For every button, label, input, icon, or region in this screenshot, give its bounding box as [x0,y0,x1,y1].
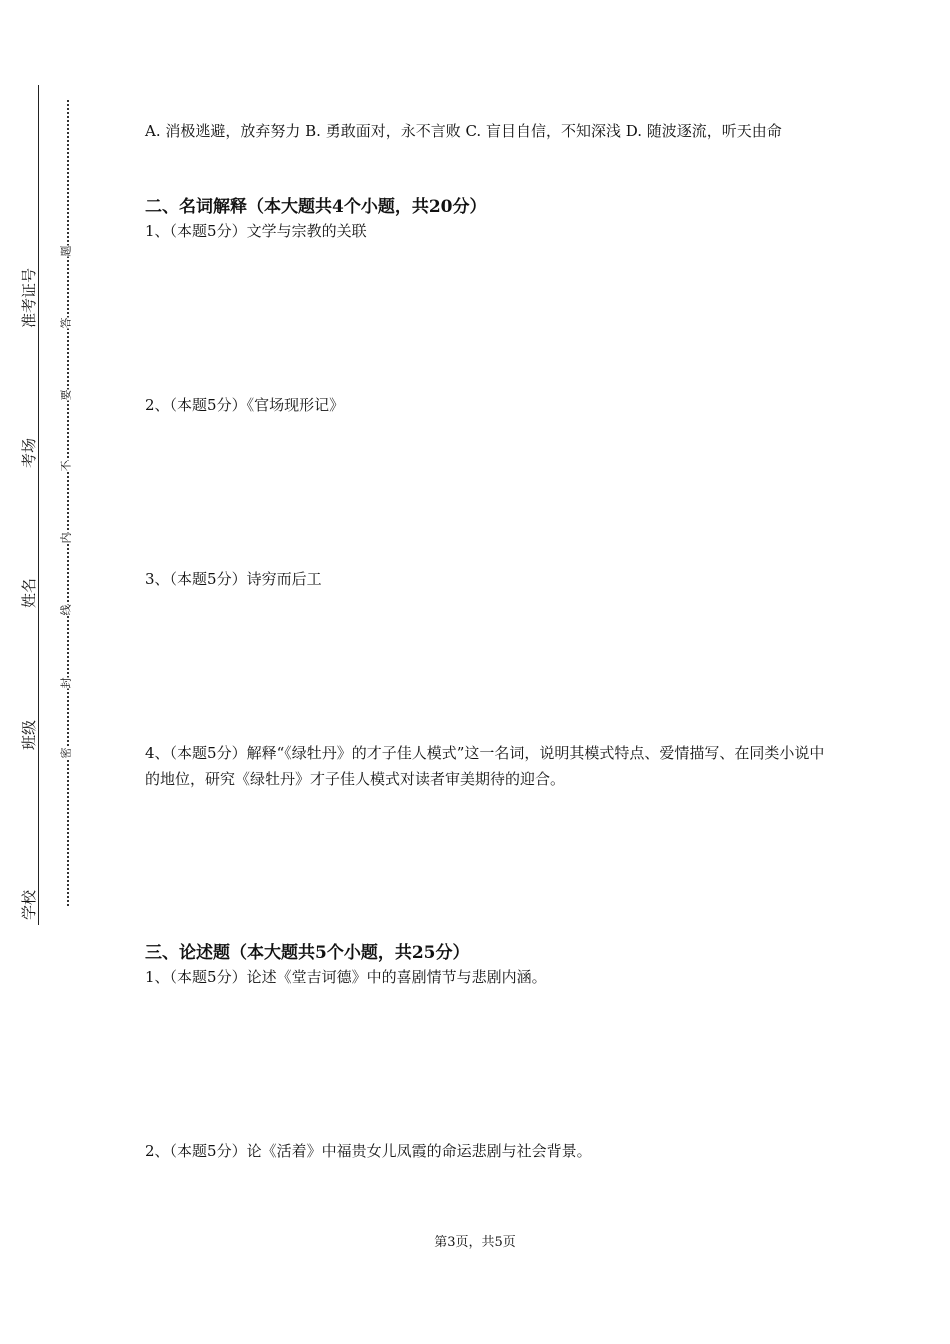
seal-char: 内 [59,532,73,544]
seal-char: 密 [59,747,73,759]
section3-heading: 三、论述题（本大题共5个小题，共25分） [145,943,470,963]
seal-char: 封 [59,677,73,689]
seal-char: 线 [59,604,73,616]
field-name-label: 姓名 [20,577,38,608]
binding-solid-line [38,85,39,925]
section2-heading: 二、名词解释（本大题共4个小题，共20分） [145,197,487,217]
field-class-label: 班级 [20,719,38,750]
seal-char: 不 [59,460,73,472]
section2-question-3: 3、（本题5分）诗穷而后工 [145,570,322,588]
binding-strip [0,0,90,1344]
section2-question-4: 4、（本题5分）解释“《绿牡丹》的才子佳人模式”这一名词，说明其模式特点、爱情描写、在同类小说中的地位，研究《绿牡丹》才子佳人模式对读者审美期待的迎合。 [145,744,825,788]
choice-options: A. 消极逃避，放弃努力 B. 勇敢面对，永不言败 C. 盲目自信，不知深浅 D. 随波逐流，听天由命 [145,122,782,140]
section2-question-1: 1、（本题5分）文学与宗教的关联 [145,222,367,240]
section3-question-1: 1、（本题5分）论述《堂吉诃德》中的喜剧情节与悲剧内涵。 [145,968,547,986]
seal-dotted-line [67,100,69,906]
seal-char: 要 [59,389,73,401]
section2-question-2: 2、（本题5分）《官场现形记》 [145,396,345,414]
seal-char: 答 [59,317,73,329]
page-footer: 第3页，共5页 [434,1235,516,1250]
field-exam-number-label: 准考证号 [20,267,38,328]
seal-char: 题 [59,245,73,257]
section3-question-2: 2、（本题5分）论《活着》中福贵女儿凤霞的命运悲剧与社会背景。 [145,1142,592,1160]
field-school-label: 学校 [20,889,38,920]
field-exam-room-label: 考场 [20,437,38,468]
